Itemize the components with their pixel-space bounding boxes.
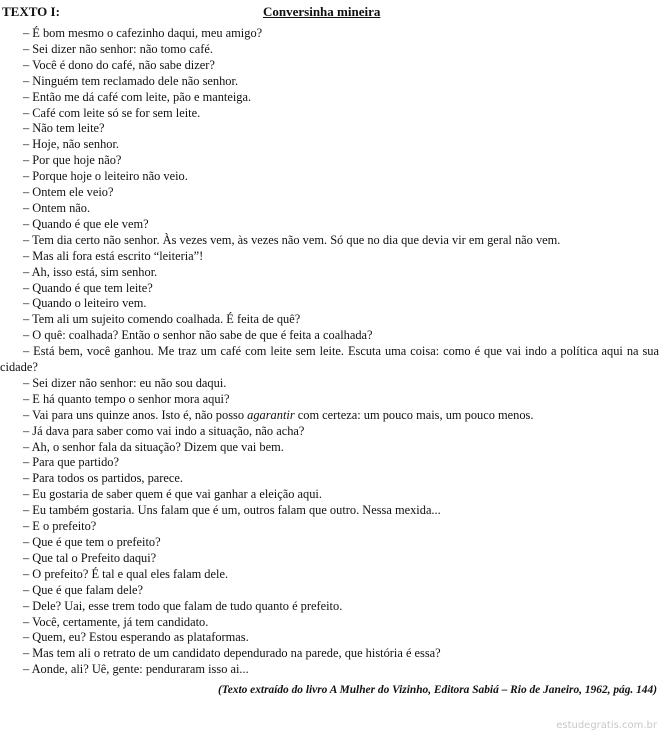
- dialogue-line: – E o prefeito?: [23, 519, 97, 534]
- dialogue-line: – Café com leite só se for sem leite.: [23, 105, 201, 120]
- dialogue-line: – Sei dizer não senhor: não tomo café.: [23, 41, 213, 56]
- dialogue-line: – Eu gostaria de saber quem é que vai ganhar a eleição aqui.: [23, 487, 322, 502]
- dialogue-line: – Que é que tem o prefeito?: [23, 535, 161, 549]
- dialogue-line: – Aonde, ali? Uê, gente: penduraram isso ai...: [23, 662, 249, 677]
- dialogue-line: – Para que partido?: [23, 455, 119, 470]
- dialogue-line: – Já dava para saber como vai indo a situação, não acha?: [23, 423, 305, 438]
- dialogue-line: – Ontem não.: [23, 200, 91, 215]
- dialogue-list: [0, 26, 659, 678]
- text-title: Conversinha mineira: [263, 4, 381, 19]
- dialogue-line: – Que é que falam dele?: [23, 582, 144, 597]
- dialogue-line: [0, 408, 659, 424]
- dialogue-line: – Tem dia certo não senhor. Às vezes vem, às vezes não vem. Só que no dia que devia vir em geral não vem.: [23, 232, 561, 247]
- line-segment: – Vai para uns quinze anos. Isto é, não posso: [23, 407, 248, 422]
- watermark: estudegratis.com.br: [556, 720, 657, 731]
- dialogue-line: – Sei dizer não senhor: eu não sou daqui.: [23, 375, 227, 390]
- dialogue-line: – Então me dá café com leite, pão e manteiga.: [23, 89, 252, 104]
- dialogue-line: – Que tal o Prefeito daqui?: [23, 550, 157, 565]
- dialogue-line: – Porque hoje o leiteiro não veio.: [23, 169, 188, 184]
- dialogue-line: – Mas tem ali o retrato de um candidato dependurado na parede, que história é essa?: [23, 646, 441, 661]
- dialogue-line: – Ontem ele veio?: [23, 185, 114, 200]
- italic-word: agarantir: [247, 407, 295, 422]
- dialogue-line: – Quando é que ele vem?: [23, 216, 149, 231]
- dialogue-line: – Hoje, não senhor.: [23, 137, 120, 152]
- text-label: TEXTO I:: [2, 4, 60, 19]
- dialogue-line: – Está bem, você ganhou. Me traz um café com leite sem leite. Escuta uma coisa: como é que vai indo a política aqui na sua cidade?: [0, 344, 659, 375]
- dialogue-line: – Quem, eu? Estou esperando as plataformas.: [23, 630, 249, 645]
- dialogue-line: – Para todos os partidos, parece.: [23, 471, 184, 486]
- dialogue-line: – Dele? Uai, esse trem todo que falam de tudo quanto é prefeito.: [23, 598, 343, 613]
- dialogue-line: – Ah, o senhor fala da situação? Dizem que vai bem.: [23, 439, 284, 454]
- dialogue-line: – Eu também gostaria. Uns falam que é um, outros falam que outro. Nessa mexida...: [23, 503, 441, 518]
- dialogue-line: – Quando é que tem leite?: [23, 280, 153, 295]
- dialogue-line: – Ah, isso está, sim senhor.: [23, 264, 158, 279]
- dialogue-line: – Quando o leiteiro vem.: [23, 296, 147, 311]
- source-citation: (Texto extraído do livro A Mulher do Vizinho, Editora Sabiá – Rio de Janeiro, 1962, pág. 144): [217, 684, 657, 696]
- line-segment: com certeza: um pouco mais, um pouco menos.: [294, 407, 534, 422]
- dialogue-line: – Por que hoje não?: [23, 153, 122, 168]
- dialogue-line: – É bom mesmo o cafezinho daqui, meu amigo?: [23, 26, 263, 40]
- dialogue-line: – O quê: coalhada? Então o senhor não sabe de que é feita a coalhada?: [23, 328, 373, 343]
- dialogue-line: – E há quanto tempo o senhor mora aqui?: [23, 391, 230, 406]
- document-header: [2, 4, 659, 20]
- dialogue-line: – Mas ali fora está escrito “leiteria”!: [23, 248, 204, 263]
- dialogue-line: – O prefeito? É tal e qual eles falam dele.: [23, 566, 229, 581]
- dialogue-line: – Ninguém tem reclamado dele não senhor.: [23, 73, 239, 88]
- dialogue-line: – Não tem leite?: [23, 121, 105, 136]
- dialogue-line: – Você é dono do café, não sabe dizer?: [23, 57, 215, 72]
- dialogue-line: – Tem ali um sujeito comendo coalhada. É feita de quê?: [23, 312, 301, 327]
- dialogue-line: – Você, certamente, já tem candidato.: [23, 614, 209, 629]
